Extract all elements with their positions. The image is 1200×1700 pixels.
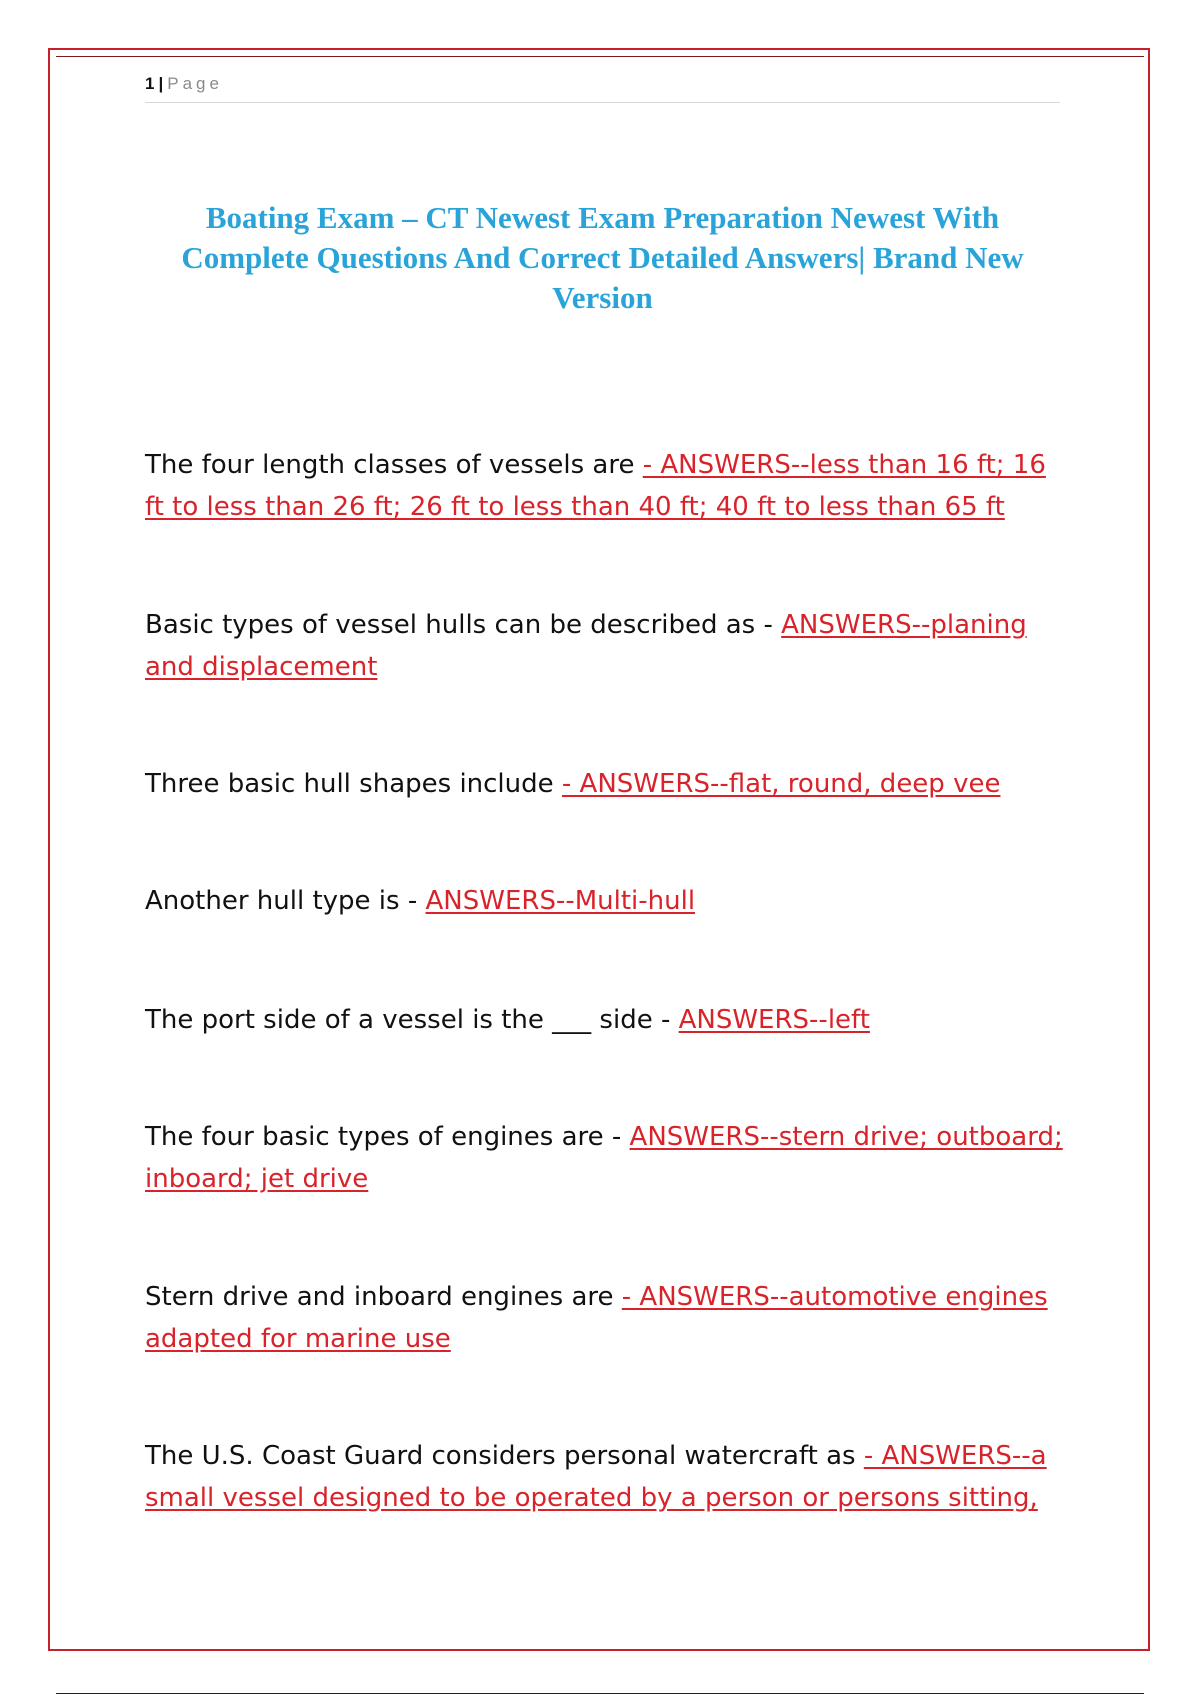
page-separator: | bbox=[158, 74, 164, 93]
page-header bbox=[145, 72, 1060, 103]
question-text: The port side of a vessel is the ___ side - bbox=[145, 1005, 679, 1035]
question-text: The four length classes of vessels are bbox=[145, 450, 643, 480]
question-text: Basic types of vessel hulls can be described as - bbox=[145, 610, 782, 640]
question-text: Three basic hull shapes include bbox=[145, 769, 562, 799]
answer-text: ANSWERS--planing and displacement bbox=[145, 610, 1027, 682]
question-text: Stern drive and inboard engines are bbox=[145, 1282, 622, 1312]
page-top-rule bbox=[56, 56, 1144, 57]
bottom-rule bbox=[56, 1693, 1144, 1694]
qa-item bbox=[145, 1276, 1065, 1360]
answer-text: - ANSWERS--flat, round, deep vee bbox=[561, 769, 1001, 799]
answer-text: ANSWERS--Multi-hull bbox=[425, 886, 696, 916]
answer-text: ANSWERS--left bbox=[678, 1005, 870, 1035]
qa-item bbox=[145, 880, 1065, 922]
answer-text: - ANSWERS--less than 16 ft; 16 ft to less than 26 ft; 26 ft to less than 40 ft; 40 ft to less than 65 ft bbox=[145, 450, 1046, 522]
qa-item bbox=[145, 444, 1065, 528]
page-label: Page bbox=[167, 74, 223, 93]
qa-item bbox=[145, 999, 1065, 1041]
qa-item bbox=[145, 1435, 1065, 1519]
question-text: Another hull type is - bbox=[145, 886, 426, 916]
answer-text: ANSWERS--stern drive; outboard; inboard; jet drive bbox=[145, 1122, 1063, 1194]
qa-item bbox=[145, 1116, 1065, 1200]
answer-text: - ANSWERS--a small vessel designed to be operated by a person or persons sitting, bbox=[145, 1441, 1047, 1513]
page-number: 1 bbox=[145, 74, 155, 93]
qa-item bbox=[145, 604, 1065, 688]
question-text: The U.S. Coast Guard considers personal watercraft as bbox=[145, 1441, 864, 1471]
document-title: Boating Exam – CT Newest Exam Preparation Newest With Complete Questions And Correct Detailed Answers| Brand New Version bbox=[181, 200, 1024, 315]
answer-text: - ANSWERS--automotive engines adapted for marine use bbox=[145, 1282, 1048, 1354]
qa-item bbox=[145, 763, 1065, 805]
question-text: The four basic types of engines are - bbox=[145, 1122, 630, 1152]
